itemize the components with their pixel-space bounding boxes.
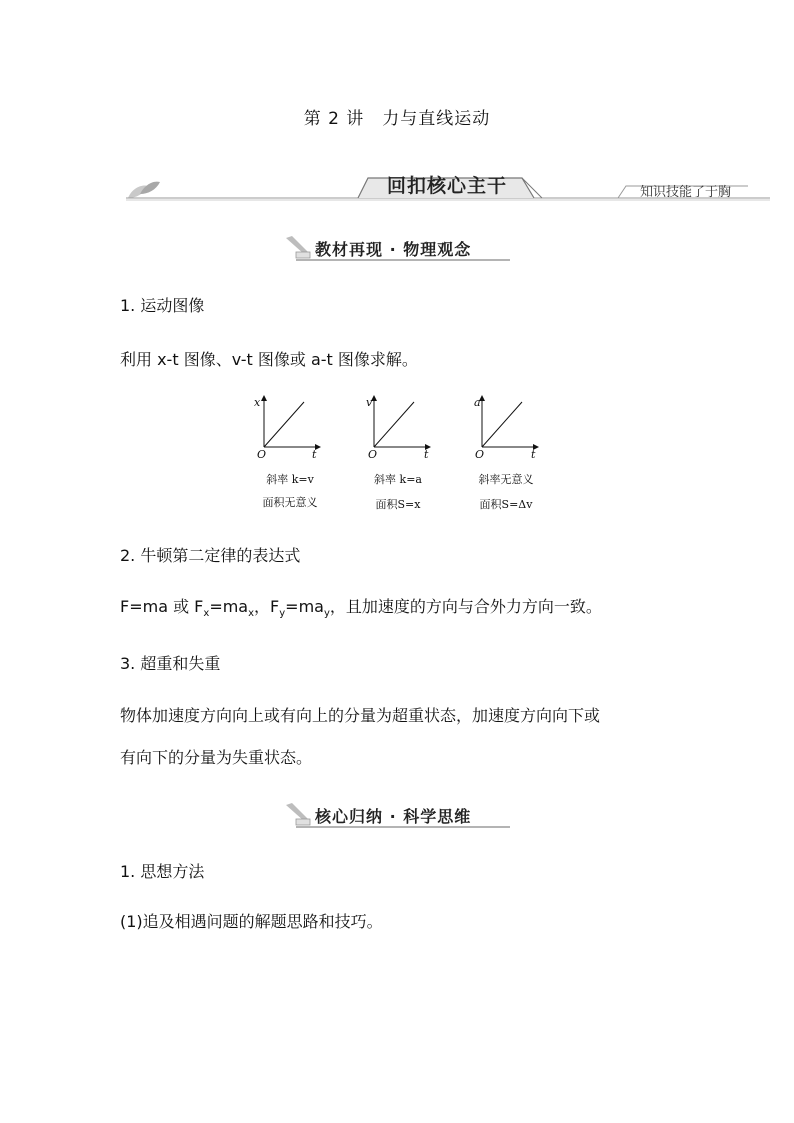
graph3-caption-slope: 斜率无意义 [478, 473, 534, 486]
motion-graphs [248, 392, 548, 462]
graph1-y-label: x [254, 396, 261, 409]
heading-overweight-weightlessness: 3. 超重和失重 [120, 654, 221, 673]
graph-a-t [482, 396, 538, 447]
page-title: 第 2 讲 力与直线运动 [303, 109, 491, 129]
heading-newton-second-law: 2. 牛顿第二定律的表达式 [120, 546, 301, 565]
graph2-origin: O [368, 448, 378, 461]
para-overweight-line1: 物体加速度方向向上或有向上的分量为超重状态，加速度方向向下或 [120, 706, 601, 725]
graph3-caption-area: 面积S=Δv [479, 498, 533, 511]
para-pursuit-problems: (1)追及相遇问题的解题思路和技巧。 [120, 912, 383, 931]
heading-thinking-methods: 1. 思想方法 [120, 862, 205, 881]
graph3-y-label: a [474, 396, 481, 409]
banner-slogan: 知识技能了于胸 [640, 185, 732, 200]
pen-icon [286, 803, 310, 821]
graph1-caption-area: 面积无意义 [262, 496, 318, 509]
para-motion-graphs: 利用 x-t 图像、v-t 图像或 a-t 图像求解。 [120, 350, 418, 369]
section-header-1: 教材再现 · 物理观念 [315, 240, 472, 259]
graph1-caption-slope: 斜率 k=v [266, 473, 314, 486]
para-overweight-line2: 有向下的分量为失重状态。 [120, 748, 313, 767]
graph3-origin: O [475, 448, 485, 461]
para-newton-second-law: F=ma 或 $F_x=ma_x$，$F_y=ma_y$，且加速度的方向与合外力方向一致。 [120, 597, 602, 620]
graph2-x-label: t [424, 448, 429, 461]
graph2-y-label: v [366, 396, 373, 409]
heading-motion-graphs: 1. 运动图像 [120, 296, 205, 315]
graph3-x-label: t [531, 448, 536, 461]
banner-title: 回扣核心主干 [386, 175, 507, 197]
graph2-caption-area: 面积S=x [375, 498, 421, 511]
graph1-origin: O [257, 448, 267, 461]
graph-v-t [374, 396, 430, 447]
pen-icon [286, 236, 310, 254]
graph-x-t [264, 396, 320, 447]
section-header-2: 核心归纳 · 科学思维 [315, 807, 472, 826]
graph2-caption-slope: 斜率 k=a [374, 473, 422, 486]
graph1-x-label: t [312, 448, 317, 461]
